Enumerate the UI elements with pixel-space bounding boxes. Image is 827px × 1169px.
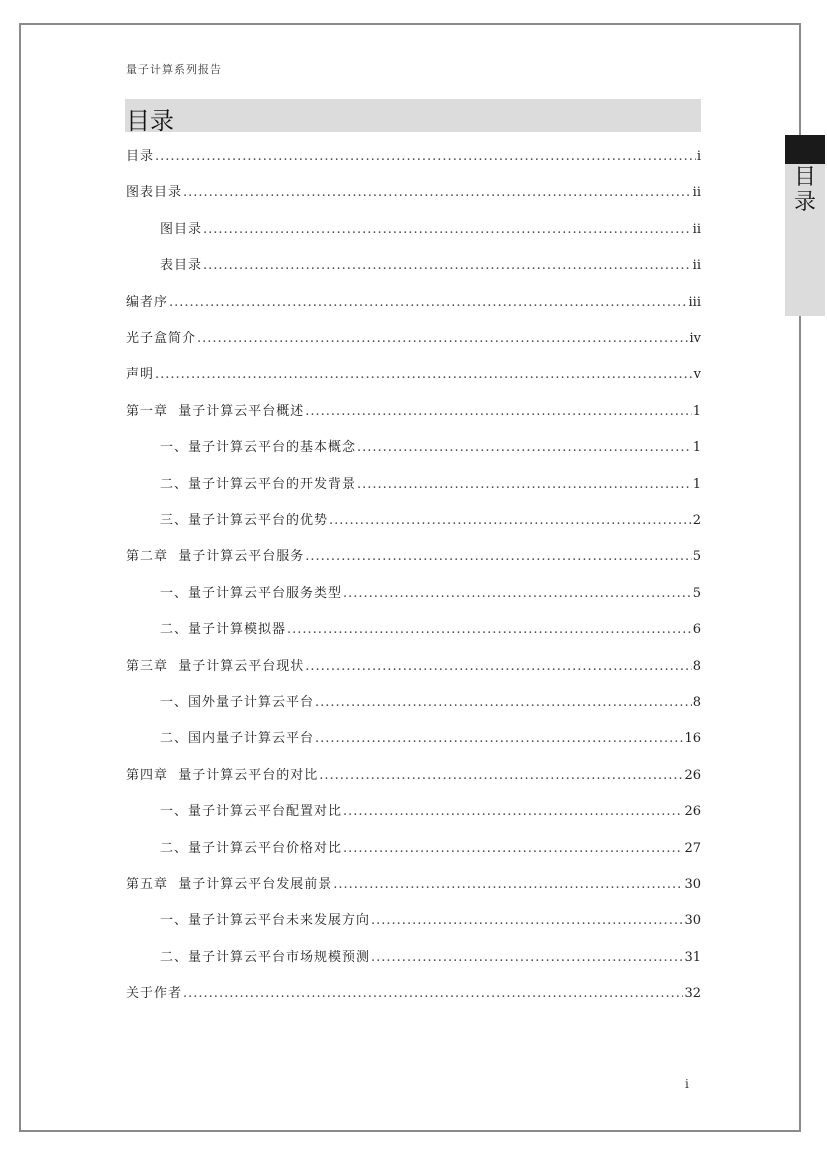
toc-entry-page: 32 xyxy=(684,986,701,1002)
toc-dot-leader xyxy=(329,513,692,528)
toc-entry[interactable] xyxy=(160,254,701,274)
toc-entry[interactable] xyxy=(160,691,701,711)
toc-entry[interactable] xyxy=(126,764,701,784)
toc-entry[interactable] xyxy=(126,655,701,675)
toc-entry[interactable] xyxy=(126,545,701,565)
side-tab-marker xyxy=(785,135,825,164)
toc-entry-page: 16 xyxy=(684,731,701,747)
toc-dot-leader xyxy=(315,731,683,746)
side-tab-char: 录 xyxy=(793,190,816,215)
toc-entry[interactable] xyxy=(160,582,701,602)
toc-entry-label: 图目录 xyxy=(160,221,203,237)
toc-entry-page: v xyxy=(693,367,701,383)
toc-entry-label: 一、量子计算云平台配置对比 xyxy=(160,804,343,820)
toc-entry-label: 图表目录 xyxy=(126,185,183,201)
toc-entry-label: 二、量子计算云平台价格对比 xyxy=(160,840,343,856)
toc-entry-page: 1 xyxy=(692,440,701,456)
toc-entry-label: 二、量子计算云平台的开发背景 xyxy=(160,476,357,492)
toc-dot-leader xyxy=(197,331,688,346)
toc-entry-label: 第四章 量子计算云平台的对比 xyxy=(126,767,319,783)
toc-entry-page: 5 xyxy=(692,549,701,565)
toc-dot-leader xyxy=(343,586,692,601)
toc-entry[interactable] xyxy=(160,218,701,238)
toc-entry[interactable] xyxy=(160,837,701,857)
toc-entry-label: 二、量子计算模拟器 xyxy=(160,622,287,638)
toc-entry-page: iii xyxy=(688,294,701,310)
toc-dot-leader xyxy=(203,222,692,237)
toc-entry-label: 第一章 量子计算云平台概述 xyxy=(126,403,305,419)
toc-entry[interactable] xyxy=(126,291,701,311)
toc-entry[interactable] xyxy=(160,509,701,529)
toc-dot-leader xyxy=(183,185,692,200)
toc-entry-label: 三、量子计算云平台的优势 xyxy=(160,513,329,528)
toc-entry-page: ii xyxy=(692,185,701,201)
toc-entry-label: 编者序 xyxy=(126,294,169,310)
toc-entry-page: 8 xyxy=(692,658,701,674)
toc-entry-page: 30 xyxy=(684,913,701,929)
toc-entry-page: ii xyxy=(692,258,701,274)
toc-entry-page: 26 xyxy=(684,804,701,820)
toc-entry[interactable] xyxy=(126,363,701,383)
toc-entry[interactable] xyxy=(126,400,701,420)
title-bar xyxy=(125,99,701,135)
toc-entry[interactable] xyxy=(126,873,701,893)
toc-entry-label: 第五章 量子计算云平台发展前景 xyxy=(126,877,333,892)
toc-dot-leader xyxy=(343,804,683,819)
toc-dot-leader xyxy=(305,404,691,419)
toc-dot-leader xyxy=(315,695,692,710)
toc-entry-page: 5 xyxy=(692,585,701,601)
toc-dot-leader xyxy=(183,986,683,1001)
toc-dot-leader xyxy=(305,549,691,564)
side-tab-label xyxy=(785,165,825,215)
running-header: 量子计算系列报告 xyxy=(126,63,222,76)
toc-entry-page: ii xyxy=(692,221,701,237)
page-number: i xyxy=(685,1077,689,1091)
toc-entry-page: 8 xyxy=(692,695,701,710)
toc-entry-page: iv xyxy=(689,331,701,346)
toc-dot-leader xyxy=(333,877,683,892)
toc-dot-leader xyxy=(357,477,692,492)
toc-entry-page: i xyxy=(696,149,701,164)
toc-dot-leader xyxy=(169,295,688,310)
toc-dot-leader xyxy=(155,149,696,164)
toc-dot-leader xyxy=(343,841,683,856)
toc-dot-leader xyxy=(319,768,683,783)
toc-entry-page: 2 xyxy=(692,513,701,528)
toc-dot-leader xyxy=(371,913,683,928)
toc-entry-page: 6 xyxy=(692,622,701,638)
toc-entry[interactable] xyxy=(160,436,701,456)
toc-dot-leader xyxy=(357,440,692,455)
toc-entry-label: 表目录 xyxy=(160,258,203,274)
toc-entry[interactable] xyxy=(160,946,701,966)
toc-entry-label: 一、量子计算云平台的基本概念 xyxy=(160,440,357,456)
toc-entry-page: 26 xyxy=(684,767,701,783)
toc-entry[interactable] xyxy=(126,327,701,347)
toc-entry-page: 30 xyxy=(684,877,701,892)
toc-entry[interactable] xyxy=(160,727,701,747)
toc-entry-label: 一、量子计算云平台服务类型 xyxy=(160,585,343,601)
toc-dot-leader xyxy=(287,622,692,637)
toc-entry[interactable] xyxy=(160,473,701,493)
toc-entry-label: 一、国外量子计算云平台 xyxy=(160,695,315,710)
toc-entry[interactable] xyxy=(126,181,701,201)
toc-entry[interactable] xyxy=(160,909,701,929)
toc-entry-page: 31 xyxy=(684,949,701,965)
toc-entry-label: 声明 xyxy=(126,367,155,383)
toc-entry[interactable] xyxy=(126,145,701,165)
toc-entry-label: 关于作者 xyxy=(126,986,183,1002)
toc-entry[interactable] xyxy=(160,618,701,638)
side-tab-char: 目 xyxy=(793,165,816,190)
toc-entry-page: 27 xyxy=(684,840,701,856)
toc-dot-leader xyxy=(305,659,691,674)
toc-entry-label: 第三章 量子计算云平台现状 xyxy=(126,658,305,674)
toc-entry-label: 二、国内量子计算云平台 xyxy=(160,731,315,747)
toc-entry-label: 目录 xyxy=(126,149,155,164)
toc-entry[interactable] xyxy=(160,800,701,820)
toc-entry-label: 二、量子计算云平台市场规模预测 xyxy=(160,949,371,965)
toc-dot-leader xyxy=(155,367,693,382)
toc-entry-label: 一、量子计算云平台未来发展方向 xyxy=(160,913,371,929)
toc-entry-label: 光子盒简介 xyxy=(126,331,197,346)
toc-entry-label: 第二章 量子计算云平台服务 xyxy=(126,549,305,565)
toc-dot-leader xyxy=(203,258,692,273)
toc-dot-leader xyxy=(371,950,683,965)
toc-entry-page: 1 xyxy=(692,403,701,419)
toc-entry[interactable] xyxy=(126,982,701,1002)
page-title: 目录 xyxy=(126,107,174,135)
toc-entry-page: 1 xyxy=(692,476,701,492)
